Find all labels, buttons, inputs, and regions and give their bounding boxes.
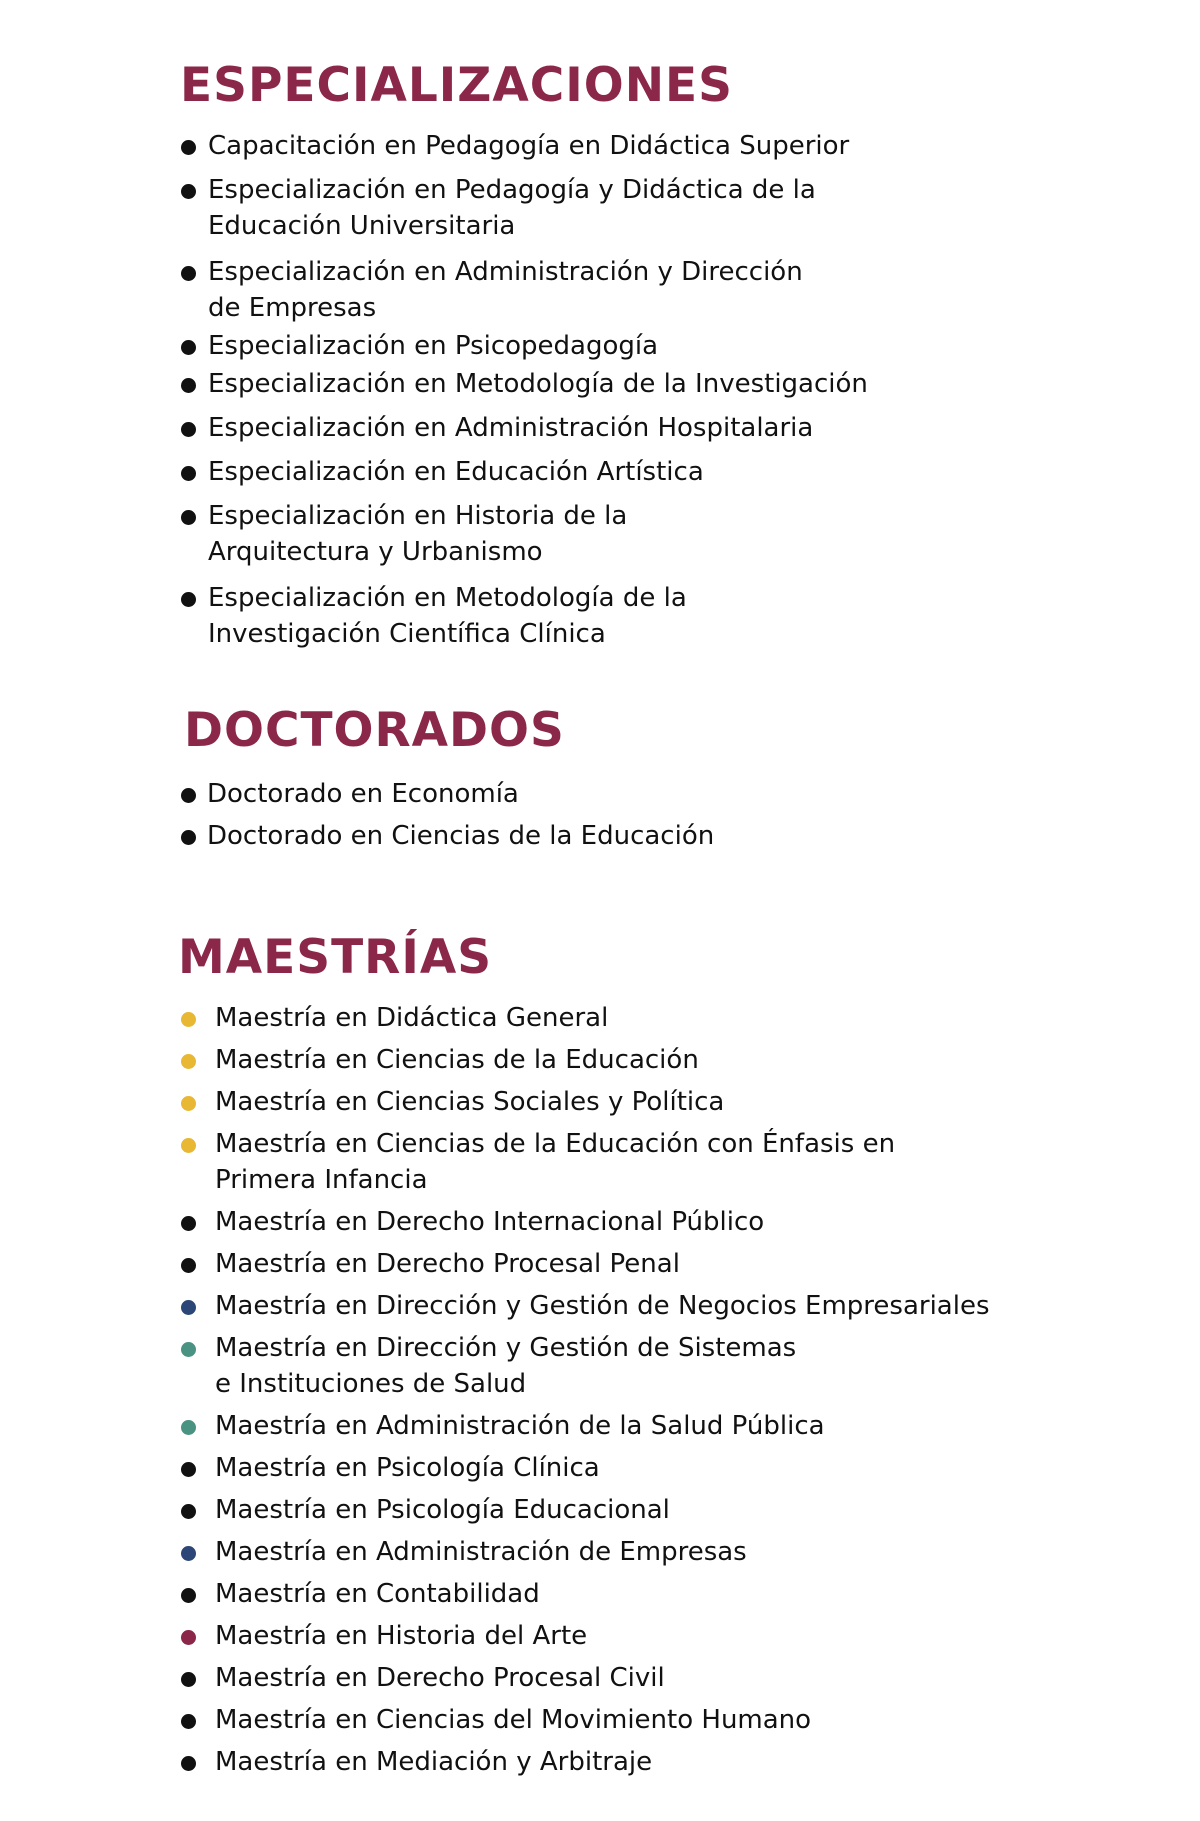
- bullet-dot-icon: [181, 466, 196, 481]
- maestrias-item: [181, 1204, 990, 1240]
- bullet-dot-icon: [181, 1300, 196, 1315]
- bullet-dot-icon: [181, 184, 196, 199]
- maestrias-item: [181, 1246, 990, 1282]
- maestrias-item: [181, 1000, 990, 1036]
- bullet-dot-icon: [181, 1096, 196, 1111]
- item-label: Especialización en Administración Hospitalaria: [208, 413, 814, 443]
- maestrias-item: [181, 1744, 990, 1780]
- bullet-dot-icon: [181, 1012, 196, 1027]
- doctorados-list: [181, 776, 714, 854]
- item-label: Maestría en Psicología Educacional: [215, 1495, 670, 1525]
- maestrias-item: [181, 1492, 990, 1528]
- bullet-dot-icon: [181, 510, 196, 525]
- bullet-dot-icon: [181, 378, 196, 393]
- item-label: Maestría en Administración de la Salud Pública: [215, 1411, 825, 1441]
- item-label: Maestría en Ciencias Sociales y Política: [215, 1087, 725, 1117]
- maestrias-title: MAESTRÍAS: [178, 930, 493, 985]
- bullet-dot-icon: [181, 422, 196, 437]
- maestrias-item: [181, 1084, 990, 1120]
- item-label: Maestría en Contabilidad: [215, 1579, 540, 1609]
- especializaciones-item: [181, 410, 868, 446]
- bullet-dot-icon: [181, 140, 196, 155]
- item-label: Especialización en Educación Artística: [208, 457, 704, 487]
- bullet-dot-icon: [181, 1546, 196, 1561]
- item-label: Maestría en Derecho Procesal Penal: [215, 1249, 680, 1279]
- bullet-dot-icon: [181, 1672, 196, 1687]
- especializaciones-item: [181, 498, 868, 570]
- especializaciones-item: [181, 172, 868, 244]
- bullet-dot-icon: [181, 1420, 196, 1435]
- especializaciones-item: [181, 580, 868, 652]
- item-label: Especialización en Metodología de la Investigación: [208, 369, 868, 399]
- maestrias-item: [181, 1450, 990, 1486]
- item-label: Maestría en Ciencias del Movimiento Humano: [215, 1705, 812, 1735]
- item-label: Doctorado en Ciencias de la Educación: [207, 821, 715, 851]
- item-label: Maestría en Administración de Empresas: [215, 1537, 747, 1567]
- item-label: Maestría en Dirección y Gestión de Sistemas e Instituciones de Salud: [215, 1333, 797, 1399]
- maestrias-item: [181, 1618, 990, 1654]
- maestrias-item: [181, 1126, 990, 1198]
- maestrias-item: [181, 1702, 990, 1738]
- item-label: Especialización en Pedagogía y Didáctica de la Educación Universitaria: [208, 175, 816, 241]
- item-label: Maestría en Derecho Internacional Público: [215, 1207, 765, 1237]
- maestrias-item: [181, 1576, 990, 1612]
- bullet-dot-icon: [181, 266, 196, 281]
- item-label: Maestría en Derecho Procesal Civil: [215, 1663, 665, 1693]
- item-label: Maestría en Mediación y Arbitraje: [215, 1747, 653, 1777]
- maestrias-item: [181, 1330, 990, 1402]
- item-label: Especialización en Administración y Dirección de Empresas: [208, 257, 803, 323]
- maestrias-item: [181, 1660, 990, 1696]
- especializaciones-item: [181, 366, 868, 402]
- bullet-dot-icon: [181, 592, 196, 607]
- maestrias-item: [181, 1042, 990, 1078]
- maestrias-item: [181, 1408, 990, 1444]
- item-label: Maestría en Psicología Clínica: [215, 1453, 600, 1483]
- bullet-dot-icon: [181, 788, 196, 803]
- item-label: Capacitación en Pedagogía en Didáctica Superior: [208, 131, 850, 161]
- bullet-dot-icon: [181, 1714, 196, 1729]
- item-label: Especialización en Psicopedagogía: [208, 331, 659, 361]
- maestrias-item: [181, 1288, 990, 1324]
- bullet-dot-icon: [181, 1462, 196, 1477]
- especializaciones-item: [181, 254, 868, 326]
- especializaciones-item: [181, 328, 868, 364]
- item-label: Doctorado en Economía: [207, 779, 519, 809]
- item-label: Especialización en Metodología de la Investigación Científica Clínica: [208, 583, 687, 649]
- item-label: Maestría en Ciencias de la Educación con Énfasis en Primera Infancia: [215, 1129, 896, 1195]
- item-label: Maestría en Historia del Arte: [215, 1621, 588, 1651]
- bullet-dot-icon: [181, 1630, 196, 1645]
- item-label: Especialización en Historia de la Arquitectura y Urbanismo: [208, 501, 628, 567]
- bullet-dot-icon: [181, 1216, 196, 1231]
- bullet-dot-icon: [181, 1258, 196, 1273]
- bullet-dot-icon: [181, 340, 196, 355]
- bullet-dot-icon: [181, 830, 196, 845]
- maestrias-list: [181, 1000, 990, 1780]
- especializaciones-item: [181, 454, 868, 490]
- bullet-dot-icon: [181, 1504, 196, 1519]
- especializaciones-item: [181, 128, 868, 164]
- item-label: Maestría en Dirección y Gestión de Negocios Empresariales: [215, 1291, 990, 1321]
- bullet-dot-icon: [181, 1756, 196, 1771]
- doctorados-item: [181, 776, 714, 812]
- especializaciones-title: ESPECIALIZACIONES: [180, 58, 733, 113]
- doctorados-item: [181, 818, 714, 854]
- doctorados-title: DOCTORADOS: [184, 703, 565, 758]
- maestrias-item: [181, 1534, 990, 1570]
- item-label: Maestría en Ciencias de la Educación: [215, 1045, 699, 1075]
- bullet-dot-icon: [181, 1054, 196, 1069]
- especializaciones-list: [181, 128, 868, 652]
- bullet-dot-icon: [181, 1342, 196, 1357]
- bullet-dot-icon: [181, 1138, 196, 1153]
- bullet-dot-icon: [181, 1588, 196, 1603]
- item-label: Maestría en Didáctica General: [215, 1003, 609, 1033]
